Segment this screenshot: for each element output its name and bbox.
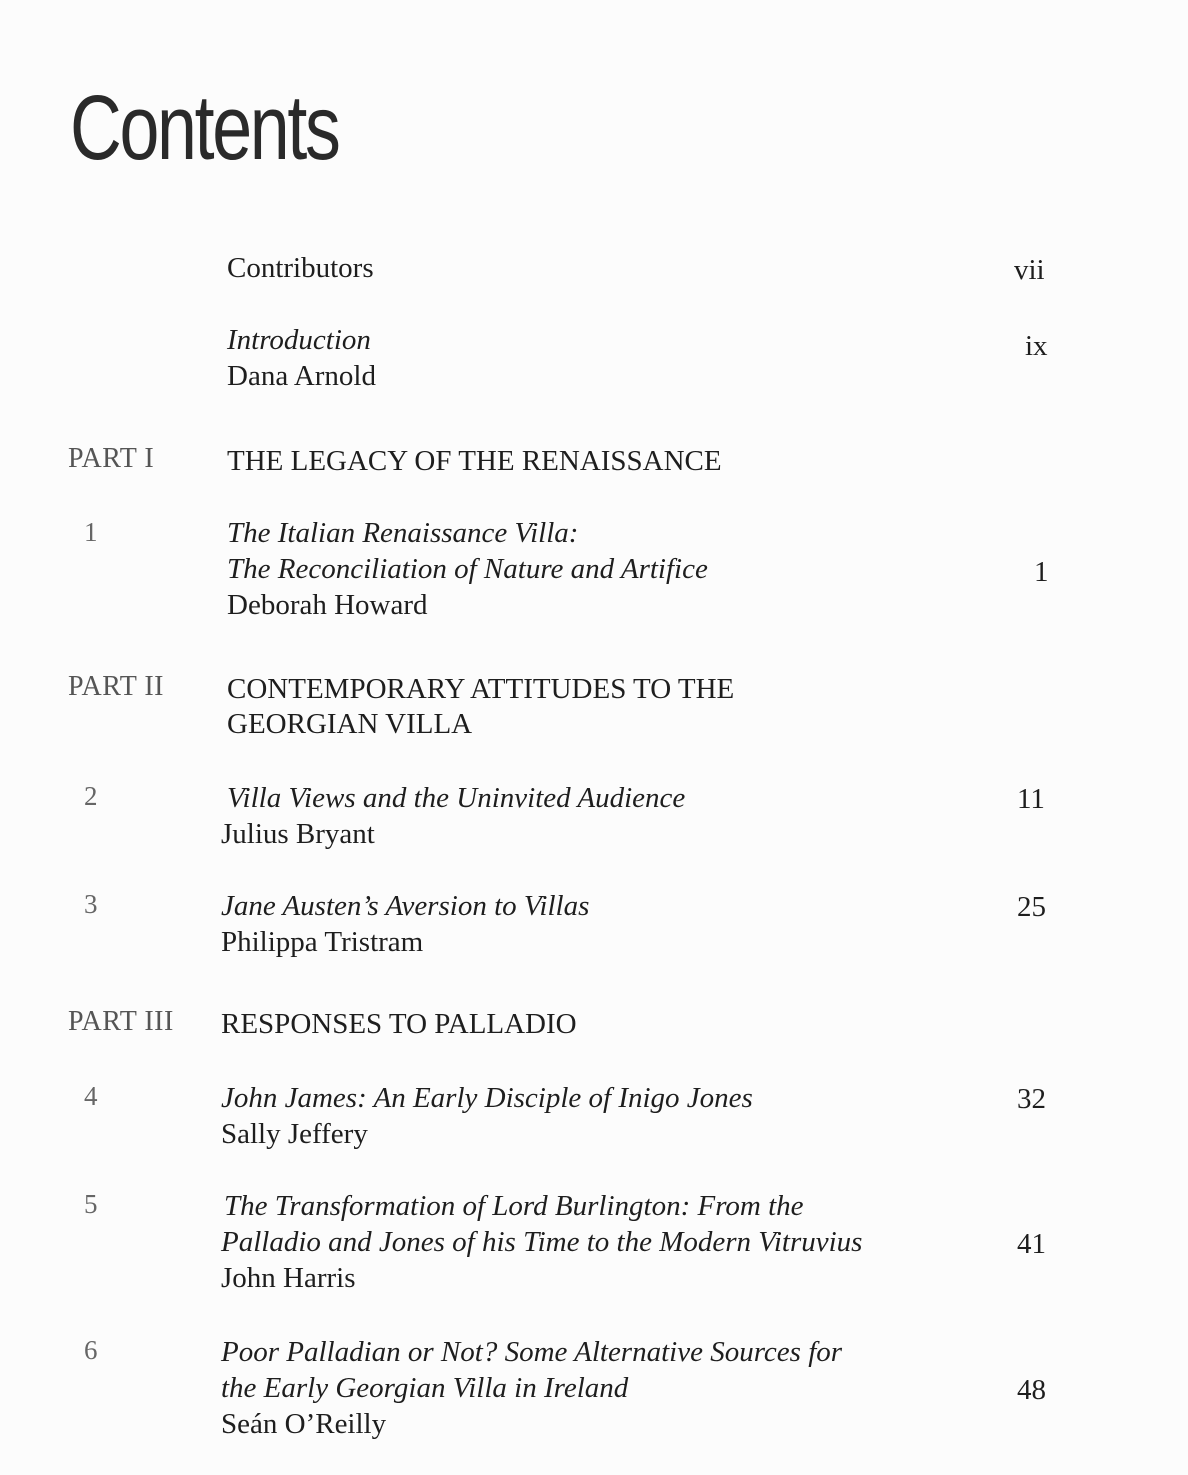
chapter-number: 2 xyxy=(84,781,98,811)
chapter-author: Julius Bryant xyxy=(221,818,375,850)
part-label: PART III xyxy=(68,1006,174,1037)
part-title: THE LEGACY OF THE RENAISSANCE xyxy=(227,445,722,477)
chapter-title: Palladio and Jones of his Time to the Modern Vitruvius xyxy=(221,1226,863,1258)
chapter-author: Sally Jeffery xyxy=(221,1118,368,1150)
chapter-title: The Transformation of Lord Burlington: From the xyxy=(224,1190,804,1222)
chapter-number: 4 xyxy=(84,1081,98,1111)
chapter-title: the Early Georgian Villa in Ireland xyxy=(221,1372,629,1404)
chapter-page-number: 25 xyxy=(1017,891,1046,923)
chapter-author: Philippa Tristram xyxy=(221,926,424,958)
chapter-page-number: 32 xyxy=(1017,1083,1046,1115)
chapter-page-number: 41 xyxy=(1017,1228,1046,1260)
introduction-entry: Introduction xyxy=(227,324,371,356)
chapter-page-number: 1 xyxy=(1034,556,1049,588)
chapter-title: Jane Austen’s Aversion to Villas xyxy=(221,890,590,922)
chapter-author: John Harris xyxy=(221,1262,356,1294)
chapter-number: 3 xyxy=(84,889,98,919)
part-title: RESPONSES TO PALLADIO xyxy=(221,1008,577,1040)
part-label: PART I xyxy=(68,443,155,474)
chapter-title: Villa Views and the Uninvited Audience xyxy=(227,782,686,814)
chapter-number: 5 xyxy=(84,1189,98,1219)
page-title: Contents xyxy=(70,77,339,179)
part-title: GEORGIAN VILLA xyxy=(227,708,473,740)
chapter-number: 1 xyxy=(84,517,98,547)
chapter-page-number: 48 xyxy=(1017,1374,1046,1406)
chapter-author: Deborah Howard xyxy=(227,589,428,621)
contributors-page-number: vii xyxy=(1014,254,1045,286)
introduction-page-number: ix xyxy=(1025,330,1048,362)
part-title: CONTEMPORARY ATTITUDES TO THE xyxy=(227,673,735,705)
chapter-title: John James: An Early Disciple of Inigo Jones xyxy=(221,1082,753,1114)
chapter-title: Poor Palladian or Not? Some Alternative Sources for xyxy=(221,1336,843,1368)
part-label: PART II xyxy=(68,671,164,702)
introduction-author: Dana Arnold xyxy=(227,360,376,392)
chapter-title: The Italian Renaissance Villa: xyxy=(227,517,579,549)
chapter-page-number: 11 xyxy=(1017,783,1045,815)
chapter-author: Seán O’Reilly xyxy=(221,1408,387,1440)
contributors-entry: Contributors xyxy=(227,252,374,284)
chapter-title: The Reconciliation of Nature and Artifice xyxy=(227,553,708,585)
chapter-number: 6 xyxy=(84,1335,98,1365)
